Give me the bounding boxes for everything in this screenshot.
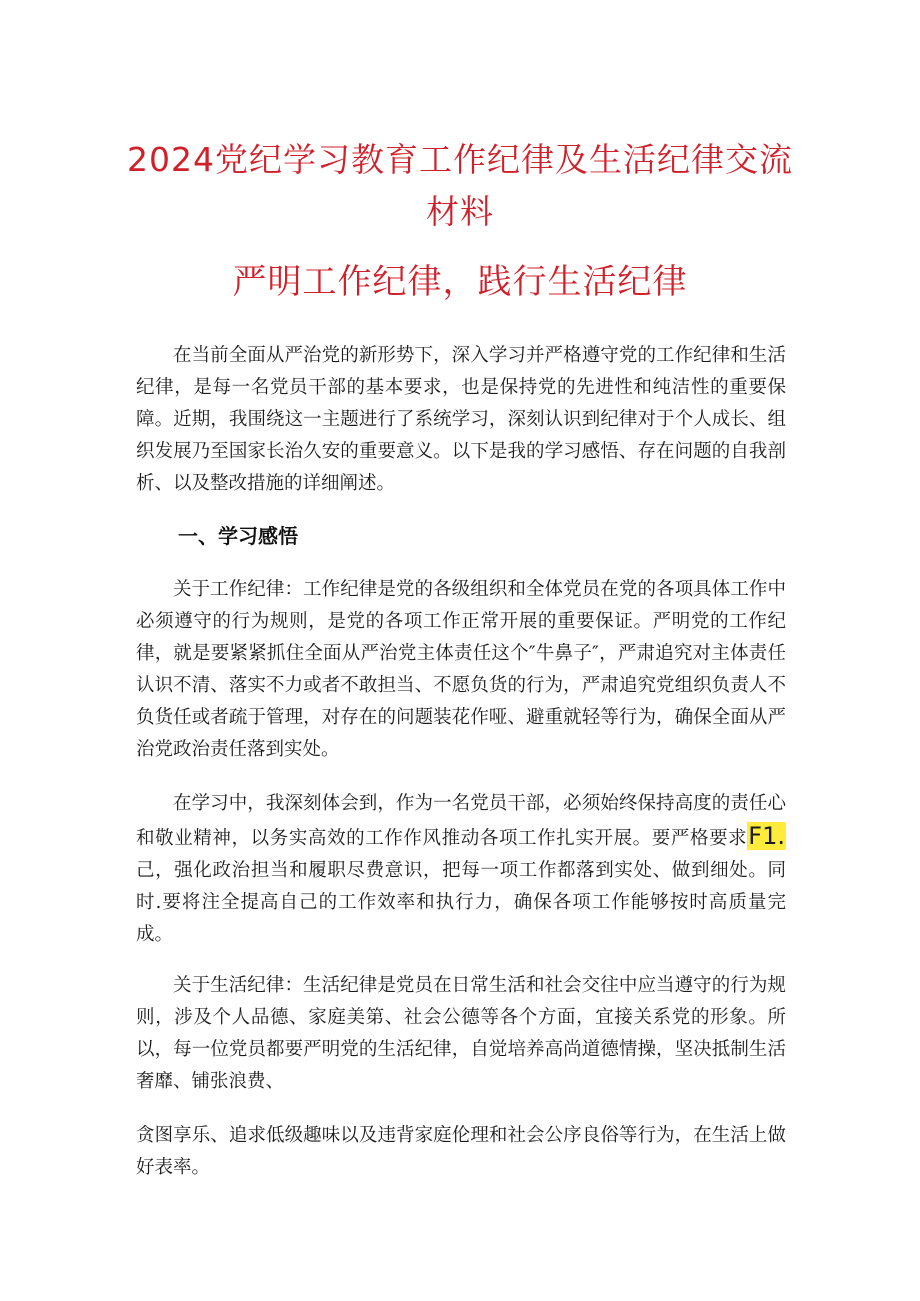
study-text-part2: 己，强化政治担当和履职尽费意识，把每一项工作都落到实处、做到细处。同时.要将注全提高自己的工作效率和执行力，确保各项工作能够按时高质量完成。 <box>136 860 786 945</box>
document-title: 2024党纪学习教育工作纪律及生活纪律交流材料 <box>127 140 793 231</box>
section-heading-study: 一、学习感悟 <box>178 524 298 548</box>
study-text-part1: 在学习中，我深刻体会到，作为一名党员干部，必须始终保持高度的责任心和敬业精神，以务实高效的工作作风推动各项工作扎实开展。要严格要求 <box>136 793 786 849</box>
life-discipline-continuation: 贪图享乐、追求低级趣味以及违背家庭伦理和社会公序良俗等行为，在生活上做好表率。 <box>136 1125 786 1178</box>
document-subtitle: 严明工作纪律，践行生活纪律 <box>232 262 688 302</box>
life-discipline-paragraph: 关于生活纪律：生活纪律是党员在日常生活和社会交往中应当遵守的行为规则，涉及个人品德、家庭美第、社会公德等各个方面，宜接关系党的形象。所以，每一位党员都要严明党的生活纪律，自觉培养高尚道德情操，坚决抵制生活奢靡、铺张浪费、 <box>136 975 786 1092</box>
work-discipline-paragraph: 关于工作纪律：工作纪律是党的各级组织和全体党员在党的各项具体工作中必须遵守的行为规则，是党的各项工作正常开展的重要保证。严明党的工作纪律，就是要紧紧抓住全面从严治党主体责任这个″牛鼻子″，严肃追究对主体责任认识不清、落实不力或者不敢担当、不愿负货的行为，严肃追究党组织负责人不负货任或者疏于管理，对存在的问题装花作哑、避重就轻等行为，确保全面从严治党政治责任落到实处。 <box>136 579 786 760</box>
intro-paragraph: 在当前全面从严治党的新形势下，深入学习并严格遵守党的工作纪律和生活纪律，是每一名党员干部的基本要求，也是保持党的先进性和纯洁性的重要保障。近期，我围绕这一主题进行了系统学习，深刻认识到纪律对于个人成长、组织发展乃至国家长治久安的重要意义。以下是我的学习感悟、存在问题的自我剖析、以及整改措施的详细阐述。 <box>136 345 786 494</box>
highlight-mark: F1. <box>748 822 785 850</box>
study-reflection-paragraph <box>136 788 786 951</box>
